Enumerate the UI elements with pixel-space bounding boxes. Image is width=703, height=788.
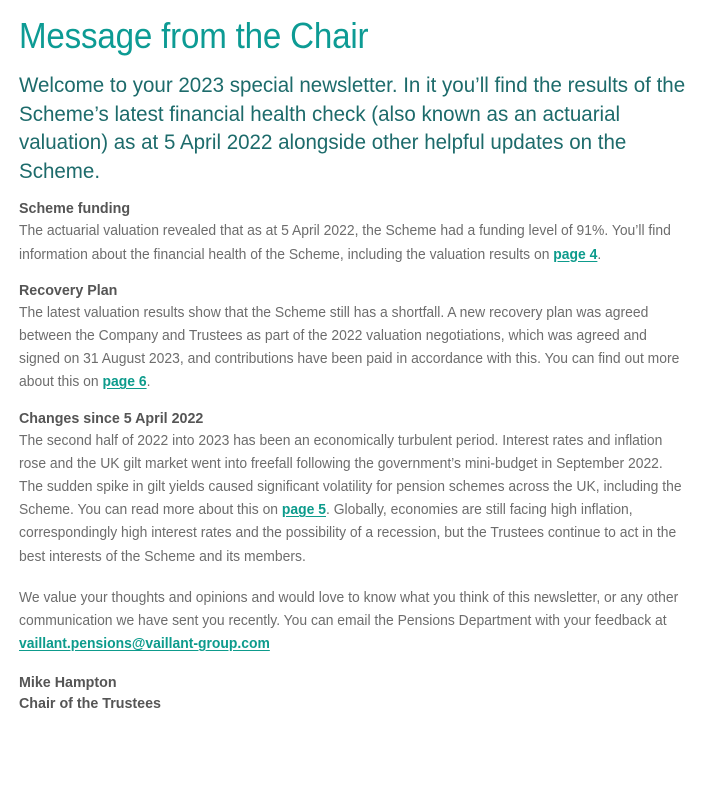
link-page-4[interactable]: page 4: [553, 246, 598, 263]
section-heading-changes-since: Changes since 5 April 2022: [19, 409, 204, 427]
signature-role: Chair of the Trustees: [19, 694, 162, 712]
body-text-segment: The latest valuation results show that the Scheme still has a shortfall. A new recovery plan was agreed between the Company and Trustees as part of the 2022 valuation negotiations, which was agreed and signed on 31 August 2023, and contributions have been paid in accordance with this. You can find out more about this on: [19, 304, 680, 391]
section-changes-since: [19, 409, 687, 569]
body-text-segment: The second half of 2022 into 2023 has been an economically turbulent period. Interest rates and inflation rose and the UK gilt market went into freefall following the government’s mini-budget in September 2022. The sudden spike in gilt yields caused significant volatility for pension schemes across the UK, including the Scheme. You can read more about this on: [19, 432, 682, 519]
link-email-pensions[interactable]: vaillant.pensions@vaillant-group.com: [19, 636, 270, 653]
body-text-segment: .: [597, 246, 602, 263]
body-text-segment: The actuarial valuation revealed that as at 5 April 2022, the Scheme had a funding level of 91%. You’ll find information about the financial health of the Scheme, including the valuation results on: [19, 223, 671, 263]
section-feedback: [19, 587, 687, 657]
intro-paragraph: Welcome to your 2023 special newsletter. In it you’ll find the results of the Scheme’s latest financial health check (also known as an actuarial valuation) as at 5 April 2022 alongside other helpful updates on the Scheme.: [19, 73, 686, 183]
section-heading-scheme-funding: Scheme funding: [19, 200, 131, 218]
link-page-6[interactable]: page 6: [102, 374, 147, 391]
section-recovery-plan: [19, 281, 687, 395]
section-body-feedback: [19, 587, 686, 657]
section-scheme-funding: [19, 199, 687, 266]
page-title: Message from the Chair: [19, 15, 369, 56]
body-text-segment: We value your thoughts and opinions and would love to know what you think of this newsletter, or any other communication we have sent you recently. You can email the Pensions Department with your feedback at: [19, 589, 679, 630]
content-column: [19, 0, 687, 714]
signature-block: [19, 673, 687, 714]
section-body-recovery-plan: [19, 302, 686, 395]
signature-name: Mike Hampton: [19, 674, 117, 692]
body-text-segment: . Globally, economies are still facing high inflation, correspondingly high interest rates and the possibility of a recession, but the Trustees continue to act in the best interests of the Scheme and its members.: [19, 502, 677, 565]
link-page-5[interactable]: page 5: [281, 502, 326, 519]
body-text-segment: .: [146, 374, 151, 391]
section-heading-recovery-plan: Recovery Plan: [19, 281, 118, 299]
section-body-changes-since: [19, 430, 686, 569]
section-body-scheme-funding: [19, 220, 686, 266]
